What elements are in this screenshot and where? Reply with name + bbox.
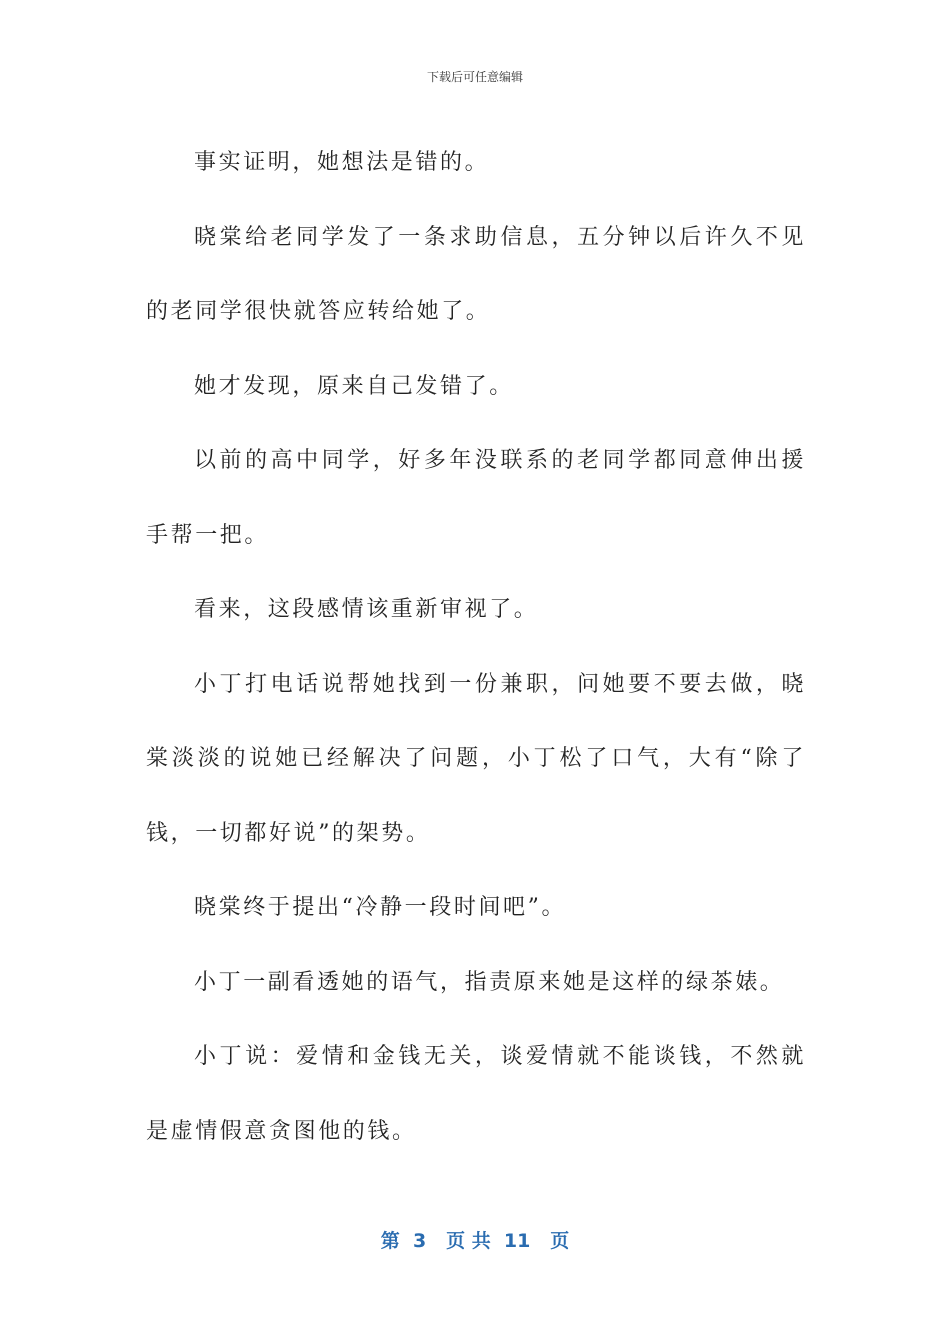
paragraph: 她才发现，原来自己发错了。 — [194, 373, 514, 399]
paragraph: 以前的高中同学，好多年没联系的老同学都同意伸出援手帮一把。 — [146, 448, 806, 548]
paragraph: 小丁打电话说帮她找到一份兼职，问她要不要去做，晓棠淡淡的说她已经解决了问题，小丁松了口气，大有“除了钱，一切都好说”的架势。 — [146, 671, 806, 846]
paragraph: 小丁一副看透她的语气，指责原来她是这样的绿茶婊。 — [194, 969, 785, 995]
paragraph: 看来，这段感情该重新审视了。 — [194, 597, 539, 622]
paragraph: 晓棠给老同学发了一条求助信息，五分钟以后许久不见的老同学很快就答应转给她了。 — [146, 224, 806, 324]
page-number-footer: 第 3 页 共 11 页 — [380, 1230, 570, 1252]
paragraph: 小丁说：爱情和金钱无关，谈爱情就不能谈钱，不然就是虚情假意贪图他的钱。 — [146, 1044, 806, 1144]
paragraph: 事实证明，她想法是错的。 — [194, 150, 490, 175]
header-note: 下载后可任意编辑 — [426, 70, 523, 84]
paragraph: 晓棠终于提出“冷静一段时间吧”。 — [194, 895, 567, 920]
body-text — [146, 126, 806, 1169]
